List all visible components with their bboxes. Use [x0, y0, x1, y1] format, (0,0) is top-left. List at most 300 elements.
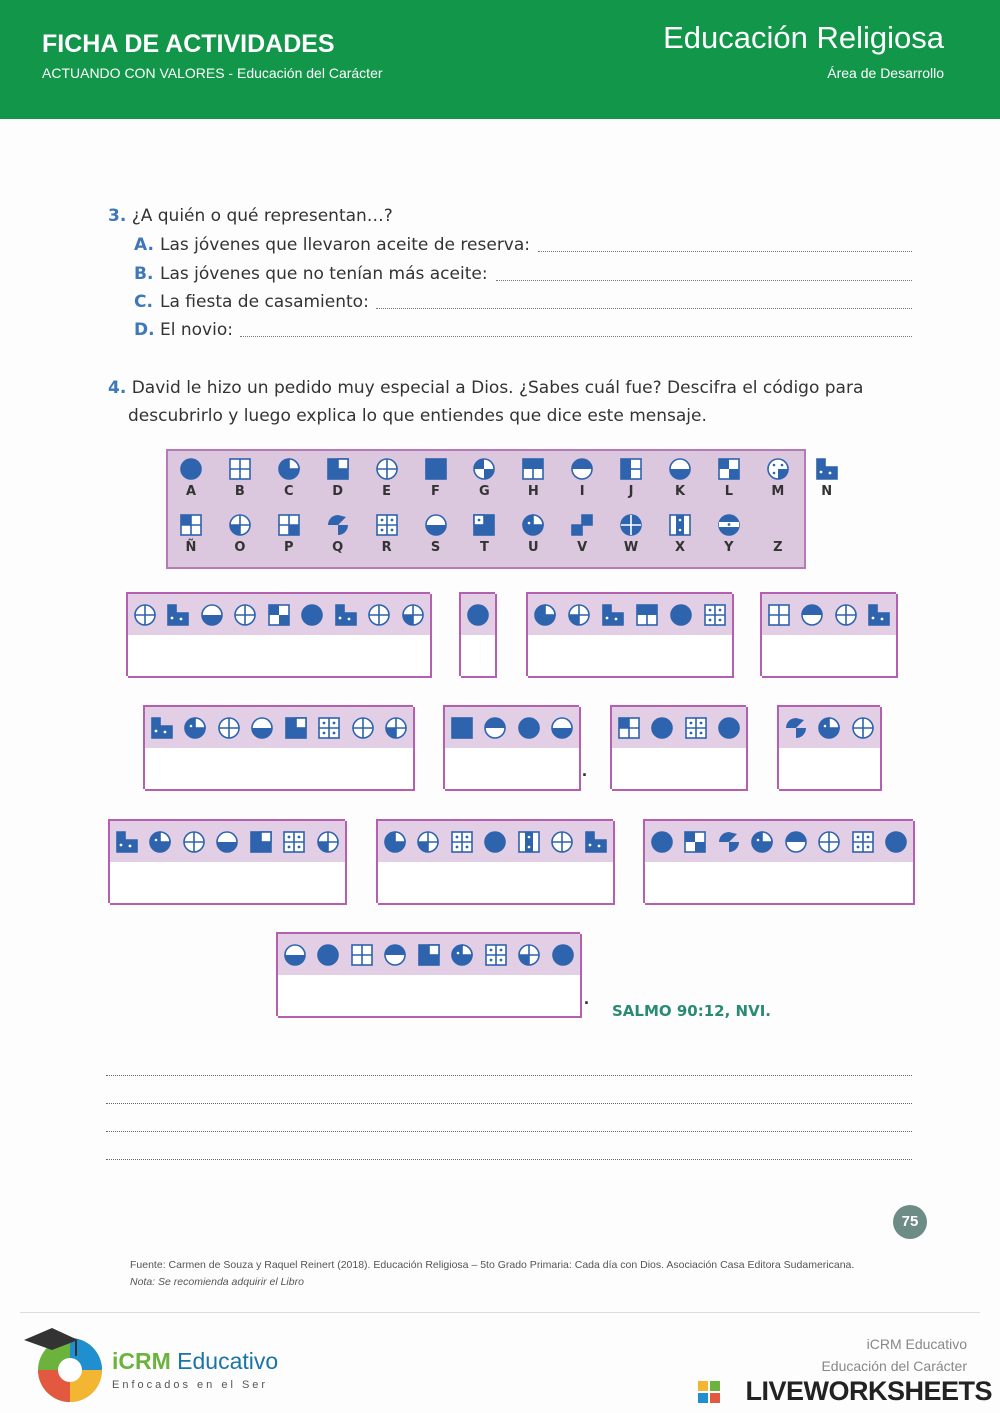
cipher-symbol — [177, 821, 213, 864]
square-three-quarter-icon — [284, 716, 308, 740]
pinwheel-icon — [717, 830, 741, 854]
letter-answer-box[interactable] — [379, 975, 415, 1018]
circle-cross-icon — [367, 603, 391, 627]
question-4-line-1: David le hizo un pedido muy especial a Dios. ¿Sabes cuál fue? Descifra el código para — [131, 378, 864, 398]
liveworksheets-icon — [698, 1381, 720, 1403]
square-dots-icon — [703, 603, 727, 627]
letter-answer-box[interactable] — [512, 748, 548, 791]
cipher-symbol — [279, 707, 315, 750]
logo-word: Educativo — [177, 1348, 279, 1374]
key-entry — [709, 513, 749, 555]
letter-answer-box[interactable] — [278, 862, 314, 905]
letter-answer-box[interactable] — [612, 748, 648, 791]
cipher-symbol — [528, 594, 564, 637]
key-letter: H — [527, 484, 539, 499]
key-entry — [758, 457, 798, 499]
letter-answer-box[interactable] — [195, 635, 231, 678]
item-text: La fiesta de casamiento: — [160, 292, 369, 312]
letter-answer-box[interactable] — [646, 748, 682, 791]
cipher-symbol — [412, 821, 448, 864]
letter-answer-box[interactable] — [144, 862, 180, 905]
key-letter: Ñ — [185, 540, 197, 555]
circle-full-icon — [551, 943, 575, 967]
cipher-symbol — [329, 594, 365, 637]
blank-icon — [766, 513, 790, 537]
key-entry — [171, 513, 211, 555]
letter-answer-box[interactable] — [396, 635, 432, 678]
cipher-symbol — [779, 707, 815, 750]
cipher-word — [643, 819, 913, 903]
letter-answer-box[interactable] — [279, 748, 315, 791]
key-entry — [464, 513, 504, 555]
cipher-symbol — [212, 707, 248, 750]
key-letter: I — [579, 484, 585, 499]
key-letter: X — [674, 540, 686, 555]
key-letter: G — [479, 484, 490, 499]
circle-quarter-bl-icon — [384, 716, 408, 740]
logo-name — [112, 1348, 278, 1375]
key-letter: N — [821, 484, 833, 499]
letter-answer-box[interactable] — [679, 862, 715, 905]
circle-bottom-half-icon — [283, 943, 307, 967]
cipher-word — [760, 592, 896, 676]
circle-quarter-bl-icon — [517, 943, 541, 967]
letter-answer-box[interactable] — [698, 635, 734, 678]
letter-answer-box[interactable] — [177, 862, 213, 905]
circle-full-icon — [650, 716, 674, 740]
circle-dot-band-icon — [717, 513, 741, 537]
letter-answer-box[interactable] — [378, 862, 414, 905]
key-entry — [562, 457, 602, 499]
cipher-symbol — [562, 594, 598, 637]
cipher-symbol — [446, 934, 482, 977]
square-corner-dot-icon — [472, 513, 496, 537]
cipher-symbol — [379, 934, 415, 977]
cipher-symbol — [312, 934, 348, 977]
letter-answer-box[interactable] — [313, 748, 349, 791]
question-4-line-2: descubrirlo y luego explica lo que entiendes que dice este mensaje. — [128, 406, 707, 426]
letter-answer-box[interactable] — [145, 748, 181, 791]
explanation-line-1[interactable] — [106, 1075, 912, 1076]
cipher-symbol — [664, 594, 700, 637]
letter-answer-box[interactable] — [512, 862, 548, 905]
letter-answer-box[interactable] — [329, 635, 365, 678]
circle-cross-icon — [217, 716, 241, 740]
circle-quarter-bl-icon — [228, 513, 252, 537]
letter-answer-box[interactable] — [479, 862, 515, 905]
pinwheel-icon — [326, 513, 350, 537]
worksheet-subtitle: ACTUANDO CON VALORES - Educación del Carácter — [42, 65, 383, 81]
key-letter: Y — [724, 540, 734, 555]
cipher-symbol — [546, 934, 582, 977]
letter-answer-box[interactable] — [679, 748, 715, 791]
letter-answer-box[interactable] — [296, 635, 332, 678]
letter-answer-box[interactable] — [212, 748, 248, 791]
answer-line-c[interactable] — [376, 308, 912, 309]
circle-cross-icon — [550, 830, 574, 854]
cipher-symbol — [779, 821, 815, 864]
square-dots-icon — [484, 943, 508, 967]
cipher-word — [610, 705, 746, 789]
square-diagonal-icon — [267, 603, 291, 627]
square-quarter-tl-icon — [179, 513, 203, 537]
circle-bottom-half-icon — [215, 830, 239, 854]
letter-answer-box[interactable] — [762, 635, 798, 678]
square-dots-icon — [282, 830, 306, 854]
letter-answer-box[interactable] — [461, 635, 497, 678]
cipher-symbol — [378, 821, 414, 864]
item-text: Las jóvenes que no tenían más aceite: — [160, 264, 488, 284]
key-letter: T — [479, 540, 489, 555]
key-entry — [562, 513, 602, 555]
code-key — [166, 449, 833, 569]
cipher-symbol — [512, 821, 548, 864]
circle-top-half-icon — [570, 457, 594, 481]
question-3-text: ¿A quién o qué representan…? — [131, 206, 393, 226]
question-4 — [108, 378, 863, 398]
cipher-symbol — [479, 934, 515, 977]
answer-line-d[interactable] — [240, 336, 912, 337]
key-entry — [611, 513, 651, 555]
letter-answer-box[interactable] — [528, 635, 564, 678]
cipher-symbol — [813, 707, 849, 750]
cipher-symbol — [679, 821, 715, 864]
key-letter: Q — [332, 540, 344, 555]
item-letter: B. — [134, 264, 154, 284]
cipher-symbol — [311, 821, 347, 864]
circle-full-icon — [650, 830, 674, 854]
circle-cross-icon — [851, 716, 875, 740]
cipher-symbol — [262, 594, 298, 637]
letter-answer-box[interactable] — [546, 748, 582, 791]
worksheet-title: FICHA DE ACTIVIDADES — [42, 30, 335, 58]
letter-answer-box[interactable] — [479, 975, 515, 1018]
letter-answer-box[interactable] — [244, 862, 280, 905]
cipher-symbol — [596, 594, 632, 637]
cipher-symbol — [313, 707, 349, 750]
square-full-icon — [450, 716, 474, 740]
circle-full-icon — [517, 716, 541, 740]
circle-three-quarter-icon — [533, 603, 557, 627]
cipher-symbol — [229, 594, 265, 637]
circle-bottom-left-icon — [668, 457, 692, 481]
logo-tagline: Enfocados en el Ser — [112, 1379, 269, 1391]
square-cross-icon — [767, 603, 791, 627]
steps-dots-icon — [867, 603, 891, 627]
circle-top-half-icon — [383, 943, 407, 967]
square-cross-icon — [350, 943, 374, 967]
circle-pacman-icon — [750, 830, 774, 854]
key-entry — [758, 513, 798, 555]
key-entry — [416, 457, 456, 499]
cipher-symbol — [396, 594, 432, 637]
cipher-symbol — [829, 594, 865, 637]
question-4-number: 4. — [108, 378, 127, 398]
cipher-word — [126, 592, 430, 676]
letter-answer-box[interactable] — [445, 748, 481, 791]
square-dots-icon — [450, 830, 474, 854]
letter-answer-box[interactable] — [312, 975, 348, 1018]
circle-quarter-icon — [472, 457, 496, 481]
cipher-symbol — [863, 594, 899, 637]
cipher-word — [526, 592, 732, 676]
cipher-word — [777, 705, 880, 789]
cipher-symbol — [246, 707, 282, 750]
footer-brand: iCRM Educativo — [866, 1336, 967, 1352]
square-dots-icon — [851, 830, 875, 854]
footer-divider — [20, 1312, 980, 1313]
key-entry — [318, 457, 358, 499]
key-letter: J — [628, 484, 634, 499]
circle-full-icon — [466, 603, 490, 627]
key-entry — [367, 457, 407, 499]
answer-line-a[interactable] — [538, 251, 912, 252]
letter-answer-box[interactable] — [311, 862, 347, 905]
logo-brand: iCRM — [112, 1348, 171, 1374]
circle-full-icon — [483, 830, 507, 854]
letter-answer-box[interactable] — [110, 862, 146, 905]
cipher-symbol — [195, 594, 231, 637]
item-letter: C. — [134, 292, 153, 312]
question-3-item-d — [134, 320, 233, 340]
explanation-line-4[interactable] — [106, 1159, 912, 1160]
circle-top-half-icon — [483, 716, 507, 740]
letter-answer-box[interactable] — [813, 748, 849, 791]
cipher-symbol — [145, 707, 181, 750]
circle-cross-icon — [351, 716, 375, 740]
circle-full-icon — [717, 716, 741, 740]
circle-cross-icon — [233, 603, 257, 627]
subject-title: Educación Religiosa — [663, 20, 944, 55]
letter-answer-box[interactable] — [779, 862, 815, 905]
cipher-symbol — [179, 707, 215, 750]
key-entry — [807, 457, 847, 499]
cipher-symbol — [813, 821, 849, 864]
steps-dots-icon — [150, 716, 174, 740]
question-3-number: 3. — [108, 206, 127, 226]
letter-answer-box[interactable] — [479, 748, 515, 791]
key-letter: F — [431, 484, 440, 499]
cipher-symbol — [278, 934, 314, 977]
letter-answer-box[interactable] — [380, 748, 416, 791]
key-letter: A — [185, 484, 197, 499]
square-left-half-icon — [619, 457, 643, 481]
circle-pacman-icon — [450, 943, 474, 967]
circle-bottom-half-icon — [424, 513, 448, 537]
key-letter: R — [381, 540, 392, 555]
cipher-symbol — [128, 594, 164, 637]
letter-answer-box[interactable] — [546, 862, 582, 905]
square-three-quarter-icon — [249, 830, 273, 854]
key-entry — [171, 457, 211, 499]
circle-quarter-bl-icon — [401, 603, 425, 627]
cipher-symbol — [479, 821, 515, 864]
letter-answer-box[interactable] — [246, 748, 282, 791]
circle-cross-icon — [834, 603, 858, 627]
liveworksheets-wordmark: LIVEWORKSHEETS — [745, 1376, 992, 1406]
letter-answer-box[interactable] — [796, 635, 832, 678]
cipher-word — [276, 932, 580, 1016]
cipher-symbol — [445, 821, 481, 864]
steps-dots-icon — [584, 830, 608, 854]
item-letter: A. — [134, 235, 154, 255]
square-cross-icon — [228, 457, 252, 481]
explanation-line-3[interactable] — [106, 1131, 912, 1132]
cipher-symbol — [712, 821, 748, 864]
circle-quarter-bl-icon — [567, 603, 591, 627]
cipher-symbol — [512, 707, 548, 750]
letter-answer-box[interactable] — [229, 635, 265, 678]
circle-pacman-icon — [817, 716, 841, 740]
circle-full-icon — [300, 603, 324, 627]
letter-answer-box[interactable] — [846, 862, 882, 905]
letter-answer-box[interactable] — [562, 635, 598, 678]
cipher-symbol — [144, 821, 180, 864]
period-mark: . — [582, 760, 588, 780]
cipher-symbol — [363, 594, 399, 637]
period-mark: . — [584, 988, 590, 1008]
steps-dots-icon — [601, 603, 625, 627]
explanation-line-2[interactable] — [106, 1103, 912, 1104]
key-letter: E — [382, 484, 392, 499]
cipher-symbol — [278, 821, 314, 864]
key-letter: O — [234, 540, 246, 555]
cipher-symbol — [380, 707, 416, 750]
cipher-symbol — [762, 594, 798, 637]
cipher-word — [108, 819, 345, 903]
square-top-half-icon — [521, 457, 545, 481]
cipher-symbol — [630, 594, 666, 637]
key-entry — [416, 513, 456, 555]
key-letter: L — [724, 484, 734, 499]
cipher-word — [443, 705, 579, 789]
letter-answer-box[interactable] — [346, 748, 382, 791]
letter-answer-box[interactable] — [712, 862, 748, 905]
circle-quarter-bl-icon — [316, 830, 340, 854]
item-text: El novio: — [160, 320, 233, 340]
key-entry — [220, 457, 260, 499]
letter-answer-box[interactable] — [363, 635, 399, 678]
letter-answer-box[interactable] — [412, 975, 448, 1018]
circle-top-half-icon — [800, 603, 824, 627]
letter-answer-box[interactable] — [596, 635, 632, 678]
letter-answer-box[interactable] — [779, 748, 815, 791]
letter-answer-box[interactable] — [211, 862, 247, 905]
letter-answer-box[interactable] — [846, 748, 882, 791]
key-entry — [709, 457, 749, 499]
cipher-symbol — [546, 821, 582, 864]
cipher-symbol — [244, 821, 280, 864]
letter-answer-box[interactable] — [579, 862, 615, 905]
key-entry — [660, 457, 700, 499]
key-letter: Z — [773, 540, 783, 555]
letter-answer-box[interactable] — [412, 862, 448, 905]
circle-cross-icon — [817, 830, 841, 854]
cipher-symbol — [513, 934, 549, 977]
steps-icon — [570, 513, 594, 537]
cipher-word — [459, 592, 495, 676]
cipher-symbol — [846, 707, 882, 750]
bible-reference: SALMO 90:12, NVI. — [612, 1002, 771, 1020]
cipher-word — [376, 819, 613, 903]
circle-dots-icon — [766, 457, 790, 481]
letter-answer-box[interactable] — [345, 975, 381, 1018]
cipher-symbol — [612, 707, 648, 750]
source-citation: Fuente: Carmen de Souza y Raquel Reinert (2018). Educación Religiosa – 5to Grado Primaria: Cada día con Dios. Asociación Casa Editora Sudamericana. — [130, 1259, 855, 1271]
letter-answer-box[interactable] — [262, 635, 298, 678]
key-entry — [269, 457, 309, 499]
key-entry — [660, 513, 700, 555]
letter-answer-box[interactable] — [880, 862, 916, 905]
key-letter: P — [284, 540, 294, 555]
circle-full-icon — [316, 943, 340, 967]
letter-answer-box[interactable] — [645, 862, 681, 905]
letter-answer-box[interactable] — [128, 635, 164, 678]
cipher-symbol — [796, 594, 832, 637]
circle-full-icon — [884, 830, 908, 854]
circle-quarter-bl-icon — [416, 830, 440, 854]
circle-pacman-icon — [183, 716, 207, 740]
cipher-symbol — [645, 821, 681, 864]
letter-answer-box[interactable] — [446, 975, 482, 1018]
steps-dots-icon — [115, 830, 139, 854]
letter-answer-box[interactable] — [829, 635, 865, 678]
cipher-symbol — [746, 821, 782, 864]
letter-answer-box[interactable] — [513, 975, 549, 1018]
cipher-symbol — [461, 594, 497, 637]
letter-answer-box[interactable] — [278, 975, 314, 1018]
letter-answer-box[interactable] — [162, 635, 198, 678]
pinwheel-icon — [784, 716, 808, 740]
circle-cross-icon — [182, 830, 206, 854]
cipher-symbol — [110, 821, 146, 864]
key-letter: C — [284, 484, 294, 499]
key-letter: K — [674, 484, 686, 499]
answer-line-b[interactable] — [496, 280, 912, 281]
item-text: Las jóvenes que llevaron aceite de reserva: — [160, 235, 531, 255]
letter-answer-box[interactable] — [664, 635, 700, 678]
key-letter: U — [528, 540, 539, 555]
square-full-icon — [424, 457, 448, 481]
circle-three-quarter-icon — [383, 830, 407, 854]
key-letter: W — [623, 540, 639, 555]
square-dots-icon — [375, 513, 399, 537]
letter-answer-box[interactable] — [863, 635, 899, 678]
letter-answer-box[interactable] — [813, 862, 849, 905]
key-entry — [269, 513, 309, 555]
letter-answer-box[interactable] — [179, 748, 215, 791]
circle-cross-icon — [375, 457, 399, 481]
key-letter: M — [771, 484, 785, 499]
circle-cross-filled-icon — [619, 513, 643, 537]
cipher-symbol — [679, 707, 715, 750]
letter-answer-box[interactable] — [746, 862, 782, 905]
letter-answer-box[interactable] — [445, 862, 481, 905]
letter-answer-box[interactable] — [713, 748, 749, 791]
cipher-symbol — [546, 707, 582, 750]
icrm-logo-icon — [18, 1318, 108, 1408]
source-note: Nota: Se recomienda adquirir el Libro — [130, 1276, 304, 1288]
square-column-icon — [517, 830, 541, 854]
steps-dots-icon — [334, 603, 358, 627]
cipher-word — [143, 705, 413, 789]
letter-answer-box[interactable] — [546, 975, 582, 1018]
cipher-symbol — [296, 594, 332, 637]
letter-answer-box[interactable] — [630, 635, 666, 678]
question-3-item-a — [134, 235, 530, 255]
cipher-symbol — [412, 934, 448, 977]
key-entry — [220, 513, 260, 555]
